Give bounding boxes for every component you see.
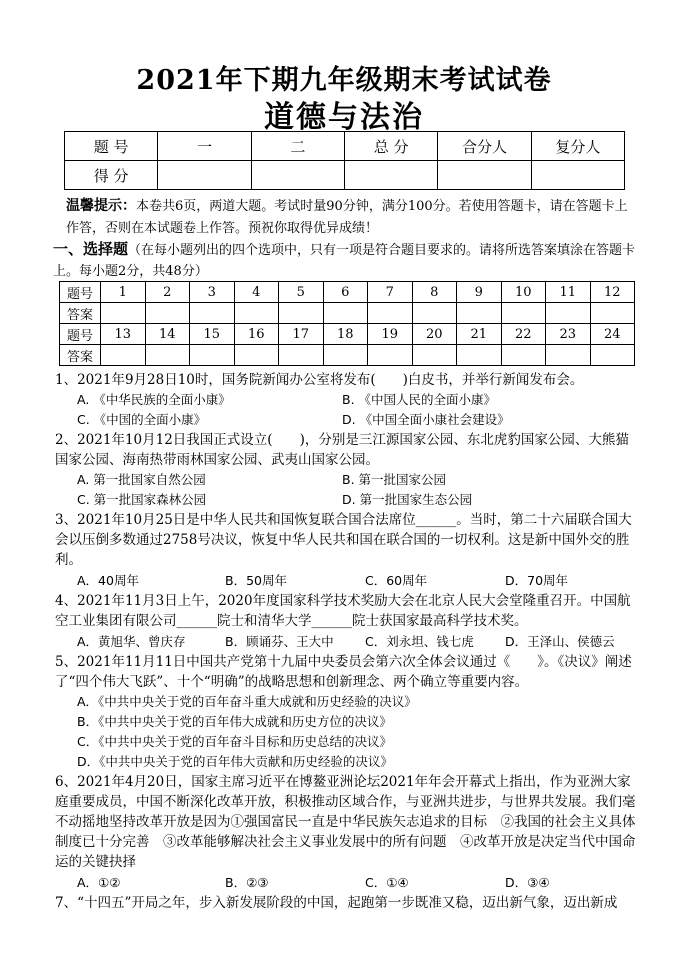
question-7 <box>55 893 640 913</box>
answer-cell[interactable] <box>190 345 235 366</box>
score-cell[interactable] <box>251 161 344 190</box>
question-6 <box>55 772 640 893</box>
option-c[interactable]: C. 《中国的全面小康》 <box>77 412 207 427</box>
answer-cell[interactable] <box>323 345 368 366</box>
question-number: 9 <box>457 282 502 303</box>
score-table <box>64 131 625 190</box>
question-number: 22 <box>501 324 546 345</box>
question-number: 3 <box>190 282 235 303</box>
answer-row-label: 答案 <box>60 303 101 324</box>
answer-table <box>59 281 635 366</box>
answer-cell[interactable] <box>190 303 235 324</box>
question-number: 20 <box>412 324 457 345</box>
options <box>55 872 640 893</box>
option-b[interactable]: B．顾诵芬、王大中 <box>225 634 334 649</box>
option-b[interactable]: B．②③ <box>225 875 269 890</box>
answer-cell[interactable] <box>501 345 546 366</box>
question-number: 23 <box>546 324 591 345</box>
option-b[interactable]: B．50周年 <box>225 573 287 588</box>
answer-cell[interactable] <box>590 303 635 324</box>
answer-cell[interactable] <box>412 345 457 366</box>
answer-cell[interactable] <box>145 345 190 366</box>
answer-cell[interactable] <box>590 345 635 366</box>
question-number: 24 <box>590 324 635 345</box>
option-b[interactable]: B. 第一批国家公园 <box>342 472 447 487</box>
tip-text: 本卷共6页，两道大题。考试时量90分钟，满分100分。若使用答题卡，请在答题卡上作答，否则在本试题卷上作答。预祝你取得优异成绩！ <box>66 199 628 236</box>
answer-cell[interactable] <box>323 303 368 324</box>
option-d[interactable]: D．王泽山、侯德云 <box>505 634 615 649</box>
question-number: 11 <box>546 282 591 303</box>
score-header-cell: 一 <box>158 132 251 161</box>
question-4 <box>55 591 640 652</box>
question-number: 4 <box>234 282 279 303</box>
option-a[interactable]: A．《中共中央关于党的百年奋斗重大成就和历史经验的决议》 <box>77 694 417 709</box>
option-d[interactable]: D．③④ <box>505 875 550 890</box>
question-number: 6 <box>323 282 368 303</box>
question-number: 14 <box>145 324 190 345</box>
answer-cell[interactable] <box>501 303 546 324</box>
option-a[interactable]: A．40周年 <box>77 573 139 588</box>
question-stem: 2、2021年10月12日我国正式设立( )，分别是三江源国家公园、东北虎豹国家公园、大熊猫国家公园、海南热带雨林国家公园、武夷山国家公园。 <box>55 432 629 468</box>
answer-cell[interactable] <box>101 303 146 324</box>
score-header-cell: 题 号 <box>65 132 158 161</box>
option-b[interactable]: B. 《中国人民的全面小康》 <box>342 392 497 407</box>
answer-cell[interactable] <box>101 345 146 366</box>
answer-cell[interactable] <box>457 303 502 324</box>
question-1 <box>55 370 640 430</box>
question-stem: 7、“十四五”开局之年，步入新发展阶段的中国，起跑第一步既准又稳，迈出新气象，迈出新成 <box>55 895 618 911</box>
question-stem: 5、2021年11月11日中国共产党第十九届中央委员会第六次全体会议通过《 》。《决议》阐述了“四个伟大飞跃”、十个“明确”的战略思想和创新理念、两个确立等重要内容。 <box>55 654 632 690</box>
question-number: 17 <box>279 324 324 345</box>
question-stem: 1、2021年9月28日10时，国务院新闻办公室将发布( )白皮书，并举行新闻发布会。 <box>55 372 584 388</box>
answer-cell[interactable] <box>546 345 591 366</box>
option-c[interactable]: C．①④ <box>365 875 409 890</box>
options <box>55 390 640 430</box>
option-c[interactable]: C．《中共中央关于党的百年奋斗目标和历史总结的决议》 <box>77 734 392 749</box>
option-a[interactable]: A. 第一批国家自然公园 <box>77 472 206 487</box>
question-stem: 6、2021年4月20日，国家主席习近平在博鳌亚洲论坛2021年年会开幕式上指出，作为亚洲大家庭重要成员，中国不断深化改革开放，积极推动区域合作，与亚洲共进步，与世界共发展。我们毫不动摇地坚持改革开放是因为①强国富民一直是中华民族矢志追求的目标 ②我国的社会主义具体制度已十分完善 ③改革能够解决社会主义事业发展中的所有问题 ④改革开放是决定当代中国命运的关键抉择 <box>55 774 636 870</box>
score-header-cell: 总 分 <box>344 132 437 161</box>
question-number: 19 <box>368 324 413 345</box>
question-number: 21 <box>457 324 502 345</box>
question-3 <box>55 510 640 591</box>
answer-cell[interactable] <box>457 345 502 366</box>
score-row-label: 得 分 <box>65 161 158 190</box>
question-number: 2 <box>145 282 190 303</box>
answer-cell[interactable] <box>279 345 324 366</box>
answer-cell[interactable] <box>368 303 413 324</box>
answer-cell[interactable] <box>412 303 457 324</box>
option-c[interactable]: C．60周年 <box>365 573 428 588</box>
score-header-cell: 合分人 <box>438 132 531 161</box>
score-header-cell: 复分人 <box>531 132 624 161</box>
options <box>55 631 640 652</box>
option-a[interactable]: A. 《中华民族的全面小康》 <box>77 392 231 407</box>
option-a[interactable]: A．①② <box>77 875 121 890</box>
answer-cell[interactable] <box>546 303 591 324</box>
question-number: 15 <box>190 324 235 345</box>
question-number: 5 <box>279 282 324 303</box>
score-cell[interactable] <box>344 161 437 190</box>
option-a[interactable]: A．黄旭华、曾庆存 <box>77 634 186 649</box>
option-d[interactable]: D. 《中国全面小康社会建设》 <box>342 412 510 427</box>
option-b[interactable]: B．《中共中央关于党的百年伟大成就和历史方位的决议》 <box>77 714 392 729</box>
answer-row-label: 题号 <box>60 324 101 345</box>
question-number: 1 <box>101 282 146 303</box>
answer-cell[interactable] <box>145 303 190 324</box>
score-cell[interactable] <box>158 161 251 190</box>
score-header-cell: 二 <box>251 132 344 161</box>
score-cell[interactable] <box>438 161 531 190</box>
question-number: 16 <box>234 324 279 345</box>
option-d[interactable]: D. 第一批国家生态公园 <box>342 492 473 507</box>
question-stem: 4、2021年11月3日上午，2020年度国家科学技术奖励大会在北京人民大会堂隆重召开。中国航空工业集团有限公司______院士和清华大学______院士获国家最高科学技术奖。 <box>55 593 631 629</box>
question-number: 7 <box>368 282 413 303</box>
question-number: 10 <box>501 282 546 303</box>
question-5 <box>55 652 640 772</box>
question-stem: 3、2021年10月25日是中华人民共和国恢复联合国合法席位______。当时，第二十六届联合国大会以压倒多数通过2758号决议，恢复中华人民共和国在联合国的一切权利。这是新中国外交的胜利。 <box>55 512 632 568</box>
answer-cell[interactable] <box>368 345 413 366</box>
answer-row-label: 题号 <box>60 282 101 303</box>
options <box>55 570 640 591</box>
option-c[interactable]: C. 第一批国家森林公园 <box>77 492 207 507</box>
answer-cell[interactable] <box>234 303 279 324</box>
question-number: 18 <box>323 324 368 345</box>
question-2 <box>55 430 640 510</box>
option-d[interactable]: D．《中共中央关于党的百年伟大贡献和历史经验的决议》 <box>77 754 393 769</box>
section-heading <box>53 239 643 282</box>
subject-title: 道德与法治 <box>264 100 424 135</box>
question-list <box>55 370 640 913</box>
question-number: 8 <box>412 282 457 303</box>
question-number: 12 <box>590 282 635 303</box>
options <box>55 692 640 772</box>
option-d[interactable]: D．70周年 <box>505 573 569 588</box>
answer-cell[interactable] <box>279 303 324 324</box>
section-title: 一、选择题 <box>53 240 129 258</box>
answer-cell[interactable] <box>234 345 279 366</box>
question-number: 13 <box>101 324 146 345</box>
tip-label: 温馨提示： <box>66 198 136 214</box>
exam-title: 2021年下期九年级期末考试试卷 <box>136 65 552 96</box>
score-cell[interactable] <box>531 161 624 190</box>
answer-row-label: 答案 <box>60 345 101 366</box>
tip-block <box>66 195 636 240</box>
option-c[interactable]: C．刘永坦、钱七虎 <box>365 634 474 649</box>
options <box>55 470 640 510</box>
section-desc: （在每小题列出的四个选项中，只有一项是符合题目要求的。请将所选答案填涂在答题卡上。每小题2分，共48分） <box>53 243 636 279</box>
